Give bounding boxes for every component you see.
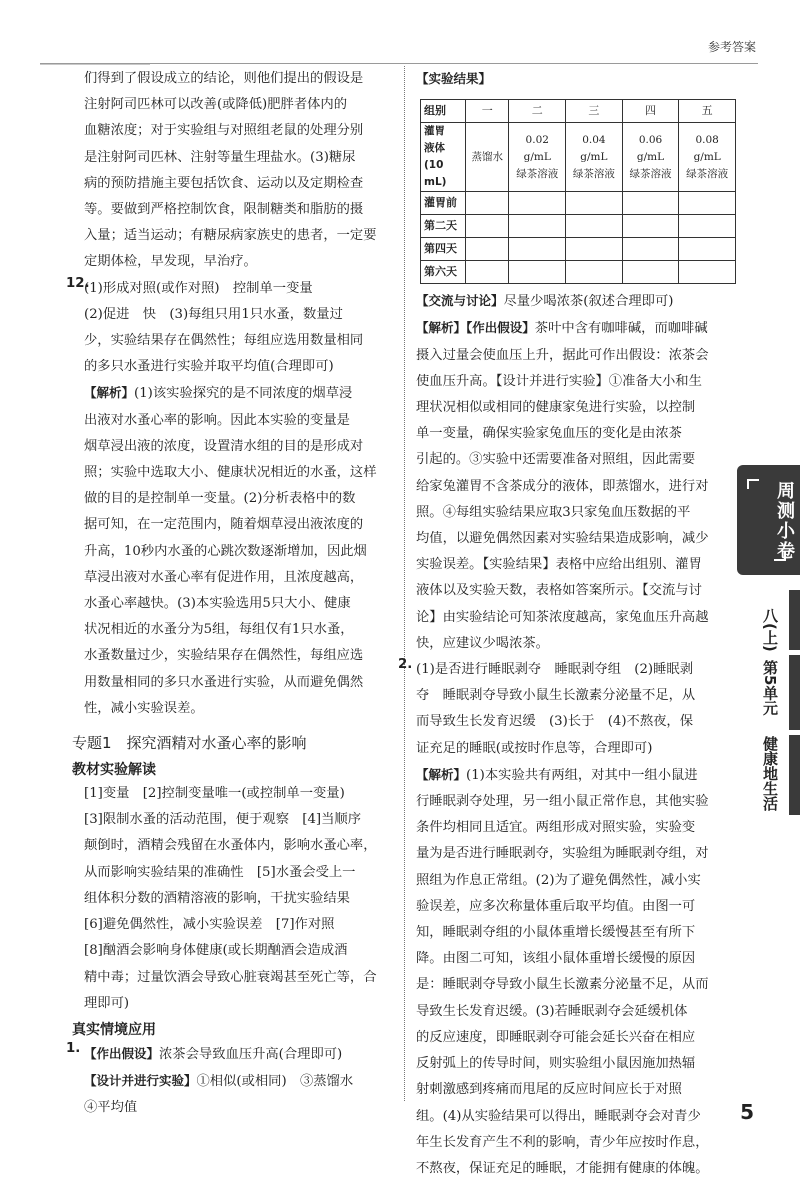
analysis-line: 知，睡眠剥夺组的小鼠体重增长缓慢甚至有所下 — [416, 925, 696, 941]
analysis-line — [416, 762, 741, 789]
analysis-line: 出液对水蚤心率的影响。因此本实验的变量是 — [84, 412, 350, 428]
concentration: 0.08 — [695, 133, 719, 146]
table-row-header — [421, 123, 466, 192]
right-column — [398, 66, 741, 1182]
analysis-line: 实验误差。【实验结果】表格中应给出组别、灌胃 — [416, 557, 702, 573]
table-header-cell: 五 — [679, 100, 736, 123]
column-divider — [404, 66, 405, 1101]
solution: 绿茶溶液 — [516, 167, 559, 180]
textbook-heading: 教材实验解读 — [72, 762, 156, 779]
row-label-line: 液体 — [424, 142, 445, 155]
analysis-text: 茶叶中含有咖啡碱，而咖啡碱 — [534, 321, 708, 337]
answer-line: (1)是否进行睡眠剥夺 睡眠剥夺组 (2)睡眠剥 — [416, 662, 694, 678]
analysis-line: 理状况相似或相同的健康家兔进行实验，以控制 — [416, 400, 696, 416]
analysis-line: 水蚤数量过少，实验结果存在偶然性，每组应选 — [84, 648, 364, 664]
table-cell — [566, 123, 623, 192]
text-line: 定期体检，早发现，早治疗。 — [84, 254, 257, 270]
analysis-line: 照；实验中选取大小、健康状况相近的水蚤，这样 — [84, 465, 377, 481]
question-number: 12. — [66, 275, 90, 291]
text-line: [3]限制水蚤的活动范围，便于观察 [4]当顺序 — [84, 812, 362, 828]
text-line: 理即可) — [84, 995, 130, 1011]
sidebar-bar — [789, 655, 800, 730]
analysis-line: 性，减小实验误差。 — [84, 700, 204, 716]
unit-label: 第5单元 — [761, 660, 779, 716]
analysis-line: 使血压升高。【设计并进行实验】①准备大小和生 — [416, 373, 702, 389]
results-table — [420, 99, 736, 284]
analysis-line: 不熬夜，保证充足的睡眠，才能拥有健康的体魄。 — [416, 1160, 709, 1176]
text-line: [1]变量 [2]控制变量唯一(或控制单一变量) — [84, 786, 345, 802]
unit: g/mL — [636, 150, 665, 163]
hypothesis-text: 浓茶会导致血压升高(合理即可) — [159, 1046, 343, 1062]
design-text: ①相似(或相同) ③蒸馏水 — [196, 1074, 354, 1090]
hypothesis-label: 【作出假设】 — [84, 1045, 160, 1061]
table-cell — [509, 123, 566, 192]
table-header-cell: 四 — [622, 100, 679, 123]
analysis-line: 单一变量，确保实验家兔血压的变化是由浓茶 — [416, 426, 682, 442]
text-line: 组体积分数的酒精溶液的影响，干扰实验结果 — [84, 890, 350, 906]
question-2 — [398, 657, 741, 1182]
concentration: 0.04 — [582, 133, 606, 146]
text-line: 血糖浓度；对于实验组与对照组老鼠的处理分别 — [84, 123, 364, 139]
table-row-header: 第二天 — [421, 215, 466, 238]
table-row-header: 第四天 — [421, 238, 466, 261]
analysis-line: 是：睡眠剥夺导致小鼠生长激素分泌量不足，从而 — [416, 977, 709, 993]
answer-line: 的多只水蚤进行实验并取平均值(合理即可) — [84, 359, 334, 375]
grade-label: 八(上) — [761, 608, 779, 652]
analysis-line: 均值，以避免偶然因素对实验结果造成影响，减少 — [416, 531, 709, 547]
question-number: 2. — [398, 657, 413, 673]
solution: 绿茶溶液 — [629, 167, 672, 180]
analysis-line — [416, 315, 741, 342]
table-header-cell: 组别 — [421, 100, 466, 123]
analysis-line: 据可知，在一定范围内，随着烟草浸出液浓度的 — [84, 517, 364, 533]
analysis-line: 做的目的是控制单一变量。(2)分析表格中的数 — [84, 491, 356, 507]
question-12 — [66, 275, 396, 722]
analysis-line: 照。④每组实验结果应取3只家兔血压数据的平 — [416, 504, 691, 520]
analysis-line: 照组为作息正常组。(2)为了避免偶然性，减小实 — [416, 872, 701, 888]
unit-title: 健康地生活 — [761, 736, 779, 811]
text-line: 颠倒时，酒精会残留在水蚤体内，影响水蚤心率， — [84, 838, 377, 854]
design-label: 【设计并进行实验】 — [84, 1073, 197, 1089]
solution: 绿茶溶液 — [686, 167, 729, 180]
analysis-text: (1)本实验共有两组，对其中一组小鼠进 — [466, 767, 698, 783]
analysis-line: 量为是否进行睡眠剥夺，实验组为睡眠剥夺组，对 — [416, 846, 709, 862]
analysis-line — [84, 380, 396, 407]
sidebar-bar — [789, 735, 800, 815]
sidebar-tab-label: 周测小卷 — [774, 481, 795, 561]
analysis-line: 用数量相同的多只水蚤进行实验，从而避免偶然 — [84, 674, 364, 690]
answer-line: 夺 睡眠剥夺导致小鼠生长激素分泌量不足，从 — [416, 688, 696, 704]
text-line: 从而影响实验结果的准确性 [5]水蚤会受上一 — [84, 864, 356, 880]
solution: 绿茶溶液 — [572, 167, 615, 180]
question-1 — [66, 1040, 396, 1122]
real-context-heading: 真实情境应用 — [72, 1021, 156, 1038]
analysis-line: 组。(4)从实验结果可以得出，睡眠剥夺会对青少 — [416, 1108, 701, 1124]
page-number: 5 — [740, 1100, 754, 1124]
answer-line: 证充足的睡眠(或按时作息等，合理即可) — [416, 740, 653, 756]
table-header-cell: 二 — [509, 100, 566, 123]
analysis-line: 论】由实验结论可知茶浓度越高，家兔血压升高越 — [416, 609, 709, 625]
unit: g/mL — [523, 150, 551, 163]
analysis-text: (1)该实验探究的是不同浓度的烟草浸 — [134, 386, 353, 402]
analysis-line: 行睡眠剥夺处理，另一组小鼠正常作息，其他实验 — [416, 794, 709, 810]
answer-line: 而导致生长发育迟缓 (3)长于 (4)不熬夜，保 — [416, 714, 694, 730]
sidebar-bar — [789, 590, 800, 650]
analysis-line: 状况相近的水蚤分为5组，每组仅有1只水蚤， — [84, 622, 354, 638]
analysis-line: 的反应速度，即睡眠剥夺可能会延长兴奋在相应 — [416, 1029, 696, 1045]
textbook-answers — [84, 781, 396, 1017]
analysis-line: 验误差，应多次称量体重后取平均值。由图一可 — [416, 898, 696, 914]
topic-title: 专题1 探究酒精对水蚤心率的影响 — [72, 734, 307, 753]
answer-line: 少，实验结果存在偶然性；每组应选用数量相同 — [84, 333, 364, 349]
text-line: [6]避免偶然性，减小实验误差 [7]作对照 — [84, 917, 335, 933]
table-header-cell: 三 — [566, 100, 623, 123]
discussion-line — [416, 288, 741, 315]
analysis-line: 烟草浸出液的浓度，设置清水组的目的是形成对 — [84, 438, 364, 454]
analysis-line: 给家兔灌胃不含茶成分的液体，即蒸馏水，进行对 — [416, 478, 709, 494]
result-label: 【实验结果】 — [416, 71, 492, 86]
analysis-line: 摄入过量会使血压上升，据此可作出假设：浓茶会 — [416, 347, 709, 363]
text-line: 精中毒；过量饮酒会导致心脏衰竭甚至死亡等，合 — [84, 969, 377, 985]
analysis-line: 导致生长发育迟缓。(3)若睡眠剥夺会延缓机体 — [416, 1003, 688, 1019]
analysis-line: 反射弧上的传导时间，则实验组小鼠因施加热辐 — [416, 1056, 696, 1072]
table-row-header: 第六天 — [421, 261, 466, 284]
table-header-cell: 一 — [466, 100, 509, 123]
table-cell — [622, 123, 679, 192]
text-line: 等。要做到严格控制饮食，限制糖类和脂肪的摄 — [84, 202, 364, 218]
discussion-text: 尽量少喝浓茶(叙述合理即可) — [503, 294, 674, 310]
answer-line — [84, 1068, 396, 1095]
analysis-label: 【解析】 — [84, 385, 135, 401]
hypothesis-label: 【作出假设】 — [466, 320, 535, 336]
analysis-line: 引起的。③实验中还需要准备对照组，因此需要 — [416, 452, 696, 468]
table-row-header: 灌胃前 — [421, 192, 466, 215]
answer-line: (1)形成对照(或作对照) 控制单一变量 — [84, 280, 313, 296]
answer-line: (2)促进 快 (3)每组只用1只水蚤，数量过 — [84, 306, 343, 322]
header-rule — [40, 63, 758, 64]
concentration: 0.06 — [638, 133, 663, 146]
sidebar-tab — [737, 465, 800, 575]
analysis-line: 水蚤心率越快。(3)本实验选用5只大小、健康 — [84, 596, 351, 612]
analysis-line: 射刺激感到疼痛而甩尾的反应时间应长于对照 — [416, 1082, 682, 1098]
unit: g/mL — [580, 150, 608, 163]
text-line: 注射阿司匹林可以改善(或降低)肥胖者体内的 — [84, 97, 348, 113]
analysis-line: 条件均相同且适宜。两组形成对照实验，实验变 — [416, 820, 696, 836]
analysis-line: 升高，10秒内水蚤的心跳次数逐渐增加，因此烟 — [84, 543, 367, 559]
concentration: 0.02 — [525, 133, 549, 146]
analysis-line: 年生长发育产生不利的影响，青少年应按时作息， — [416, 1134, 709, 1150]
text-line: [8]酗酒会影响身体健康(或长期酗酒会造成酒 — [84, 943, 348, 959]
left-column — [66, 66, 396, 1122]
continued-answer — [84, 66, 396, 276]
analysis-line: 液体以及实验天数，表格如答案所示。【交流与讨 — [416, 583, 702, 599]
analysis-line: 快，应建议少喝浓茶。 — [416, 635, 549, 651]
analysis-line: 草浸出液对水蚤心率有促进作用，且浓度越高， — [84, 569, 364, 585]
analysis-label: 【解析】 — [416, 320, 467, 336]
analysis-label: 【解析】 — [416, 766, 467, 782]
unit: g/mL — [693, 150, 721, 163]
bracket-decoration — [774, 551, 786, 561]
text-line: 入量；适当运动；有糖尿病家族史的患者，一定要 — [84, 228, 377, 244]
discussion-label: 【交流与讨论】 — [416, 293, 504, 309]
text-line: 们得到了假设成立的结论，则他们提出的假设是 — [84, 71, 364, 86]
table-cell — [679, 123, 736, 192]
answer-line — [84, 1041, 396, 1068]
text-line: 病的预防措施主要包括饮食、运动以及定期检查 — [84, 175, 364, 191]
table-cell: 蒸馏水 — [466, 123, 509, 192]
header-title: 参考答案 — [707, 40, 756, 54]
row-label-line: 灌胃 — [424, 125, 445, 138]
question-number: 1. — [66, 1040, 81, 1056]
answer-line: ④平均值 — [84, 1100, 138, 1116]
row-label-line: (10 mL) — [424, 159, 447, 189]
text-line: 是注射阿司匹林、注射等量生理盐水。(3)糖尿 — [84, 149, 356, 165]
analysis-line: 降。由图二可知，该组小鼠体重增长缓慢的原因 — [416, 951, 696, 967]
